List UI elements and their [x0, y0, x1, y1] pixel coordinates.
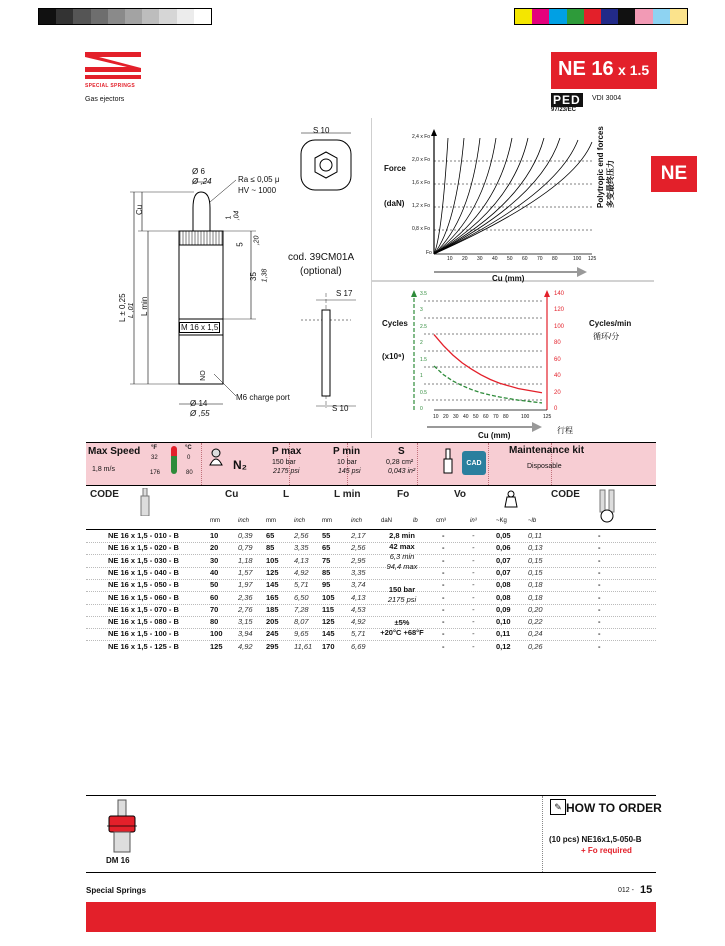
roughness-label: Ra ≤ 0,05 μ	[238, 175, 280, 184]
force-xtick: 20	[462, 256, 468, 262]
table-row	[86, 641, 656, 653]
temp-f-lo: 176	[150, 470, 161, 476]
table-row	[86, 555, 656, 568]
cell-c2: -	[598, 567, 601, 577]
cell-vo: -	[442, 543, 445, 553]
gas-label: N₂	[233, 458, 247, 472]
color-bar	[514, 8, 688, 25]
cell-lmin: 105	[322, 592, 335, 602]
table-row	[86, 567, 656, 580]
cell-lmin-in: 3,35	[351, 567, 366, 577]
cycle-chart-ylabel: Cycles	[382, 319, 408, 328]
force-xticks	[445, 256, 600, 264]
cell-lmin: 95	[322, 580, 331, 590]
cell-l: 105	[266, 555, 279, 565]
cycle-xtick: 10	[433, 414, 439, 420]
cell-cu: 125	[210, 641, 223, 651]
brand-logo-text: SPECIAL SPRINGS	[85, 83, 135, 89]
cell-lmin-in: 4,53	[351, 604, 366, 614]
cycle-ltick: 0	[420, 406, 423, 412]
cell-l: 145	[266, 580, 279, 590]
unit-mm: mm	[210, 518, 220, 524]
cycle-chart-xcn: 行程	[557, 426, 573, 435]
cycle-rtick: 80	[554, 340, 561, 346]
temp-c-hi: 0	[187, 455, 191, 461]
cycle-xtick: 40	[463, 414, 469, 420]
cell-cu: 20	[210, 543, 219, 553]
cell-lb: 0,24	[528, 629, 543, 639]
cell-code: NE 16 x 1,5 - 070 - B	[108, 604, 179, 614]
cycle-rtick: 120	[554, 307, 565, 313]
unit-mm: mm	[266, 518, 276, 524]
unit-mm: mm	[322, 518, 332, 524]
cell-c2: -	[598, 604, 601, 614]
ped-sub: 97/23/EC	[551, 107, 577, 113]
cell-l-in: 4,13	[294, 555, 309, 565]
cell-code: NE 16 x 1,5 - 010 - B	[108, 531, 179, 540]
order-required: + Fo required	[581, 846, 632, 855]
cell-lmin: 85	[322, 567, 331, 577]
force-ytick-3: 1,6 x Fo	[412, 180, 431, 186]
cell-c2: -	[598, 531, 601, 540]
fo-max: 42 max	[389, 542, 415, 551]
cycle-rtick: 60	[554, 357, 561, 363]
cell-vo-in: -	[472, 592, 475, 602]
cycle-ltick: 3.5	[420, 291, 427, 297]
force-chart-yunit: (daN)	[384, 199, 405, 208]
cell-lmin-in: 4,13	[351, 592, 366, 602]
page-title-suffix: x 1.5	[618, 62, 650, 78]
cycle-chart-yunit: (x10⁶)	[382, 352, 405, 361]
optional-label: (optional)	[300, 266, 342, 277]
max-speed-value: 1,8 m/s	[92, 466, 115, 473]
cell-cu: 60	[210, 592, 219, 602]
page-title-main: NE 16	[558, 58, 614, 80]
cell-vo: -	[442, 592, 445, 602]
brand-subtitle: Gas ejectors	[85, 96, 125, 103]
cycle-rtick: 20	[554, 390, 561, 396]
force-ytick-4: 1,2 x Fo	[412, 203, 431, 209]
cell-l-in: 3,35	[294, 543, 309, 553]
cell-lb: 0,15	[528, 555, 543, 565]
dim-phi6: Ø 6	[192, 167, 205, 176]
dim-138: 1,38	[261, 268, 269, 283]
cell-cu: 40	[210, 567, 219, 577]
dim-phi55: Ø ,55	[190, 409, 210, 418]
gray-scale-bar	[38, 8, 212, 25]
fo-pressure: 150 bar	[388, 585, 416, 594]
force-ytick-2: 2,0 x Fo	[412, 157, 431, 163]
temp-c-top: °C	[185, 445, 192, 451]
unit-inch: inch	[238, 518, 250, 524]
cycle-xtick: 125	[543, 414, 552, 420]
force-xtick: 30	[477, 256, 483, 262]
force-chart-xlabel: Cu (mm)	[492, 274, 525, 283]
cell-vo: -	[442, 555, 445, 565]
cell-lmin-in: 2,95	[351, 555, 366, 565]
cell-vo-in: -	[472, 543, 475, 553]
cell-vo-in: -	[472, 555, 475, 565]
force-xtick: 70	[537, 256, 543, 262]
fo-min-lb: 6,3 min	[389, 552, 415, 561]
cycle-xtick: 100	[521, 414, 530, 420]
force-ytick-6: Fo	[426, 250, 432, 256]
cell-code: NE 16 x 1,5 - 125 - B	[108, 641, 179, 651]
cycle-ltick: 2	[420, 340, 423, 346]
table-row	[86, 604, 656, 617]
footer-red-bar	[86, 902, 656, 932]
cell-vo-in: -	[472, 567, 475, 577]
dim-cu: Cu	[135, 204, 144, 215]
dim-1: 1	[225, 215, 233, 220]
cell-kg: 0,06	[496, 543, 511, 553]
cell-l: 295	[266, 641, 279, 651]
cycle-xtick: 30	[453, 414, 459, 420]
force-xtick: 100	[573, 256, 582, 262]
cell-kg: 0,10	[496, 617, 511, 627]
s-in: 0,043 in²	[388, 468, 416, 475]
cell-lmin: 65	[322, 543, 331, 553]
cell-vo-in: -	[472, 580, 475, 590]
pmax-label: P max	[272, 446, 302, 457]
weight-icon	[503, 490, 519, 508]
table-row	[86, 616, 656, 629]
cell-l: 125	[266, 567, 279, 577]
col-fo: Fo	[397, 489, 410, 500]
cell-l-in: 6,50	[294, 592, 309, 602]
cycle-ltick: 3	[420, 307, 423, 313]
cycle-ltick: 0.5	[420, 390, 427, 396]
force-chart-ylabel: Force	[384, 164, 406, 173]
cycle-right-label: Cycles/min	[589, 319, 632, 328]
force-xtick: 10	[447, 256, 453, 262]
cell-c2: -	[598, 617, 601, 627]
cell-kg: 0,08	[496, 592, 511, 602]
cell-lb: 0,18	[528, 592, 543, 602]
cell-lmin-in: 2,56	[351, 543, 366, 553]
cycle-rtick: 100	[554, 324, 565, 330]
cell-vo: -	[442, 580, 445, 590]
dim-lmin: L min	[140, 296, 149, 316]
cell-vo: -	[442, 617, 445, 627]
cell-kg: 0,08	[496, 580, 511, 590]
force-xtick: 50	[507, 256, 513, 262]
cell-cu-in: 4,92	[238, 641, 253, 651]
hardness-label: HV ~ 1000	[238, 186, 277, 195]
cycle-rtick: 0	[554, 406, 558, 412]
cell-lb: 0,18	[528, 580, 543, 590]
force-ytick-5: 0,8 x Fo	[412, 226, 431, 232]
cell-c2: -	[598, 543, 601, 553]
cell-cu-in: 2,76	[238, 604, 253, 614]
footer-brand: Special Springs	[86, 886, 147, 895]
cell-l-in: 5,71	[294, 580, 309, 590]
cell-kg: 0,05	[496, 531, 511, 540]
force-side-2: 多变最终压力	[606, 160, 615, 208]
cycle-rtick: 140	[554, 291, 565, 297]
order-title: HOW TO ORDER	[566, 801, 662, 815]
cell-vo-in: -	[472, 604, 475, 614]
cycle-left-ticks	[420, 291, 436, 416]
force-side-1: Polytropic end forces	[596, 126, 605, 208]
cad-icon	[462, 451, 486, 475]
unit-kg: ~Kg	[496, 518, 507, 524]
order-example: (10 pcs) NE16x1,5-050-B	[549, 835, 642, 844]
cell-l-in: 2,56	[294, 531, 309, 540]
max-speed-label: Max Speed	[88, 446, 141, 457]
pmin-bar: 10 bar	[337, 459, 357, 466]
cell-code: NE 16 x 1,5 - 030 - B	[108, 555, 179, 565]
cell-lmin-in: 5,71	[351, 629, 366, 639]
unit-inch: inch	[351, 518, 363, 524]
cycle-ltick: 1	[420, 373, 423, 379]
s-cm: 0,28 cm²	[386, 459, 414, 466]
on-mark: ON	[197, 370, 205, 381]
cell-lmin-in: 6,69	[351, 641, 366, 651]
cell-cu: 100	[210, 629, 223, 639]
cycle-right-cn: 循环/分	[593, 332, 620, 341]
cell-vo: -	[442, 604, 445, 614]
charge-port-label: M6 charge port	[236, 393, 290, 402]
table-row	[86, 579, 656, 592]
cell-cu: 70	[210, 604, 219, 614]
dim-04: ,04	[233, 210, 241, 221]
cell-l: 65	[266, 531, 275, 540]
cycle-xtick: 80	[503, 414, 509, 420]
dim-l-in: L ,01	[128, 302, 135, 318]
table-row	[86, 592, 656, 605]
table-row	[86, 628, 656, 641]
code-diagram-icon	[140, 488, 150, 516]
cell-kg: 0,11	[496, 629, 511, 639]
cell-l: 85	[266, 543, 275, 553]
cell-lmin-in: 2,17	[351, 531, 366, 540]
cell-vo: -	[442, 567, 445, 577]
cell-lmin: 55	[322, 531, 331, 540]
fo-pressure-psi: 2175 psi	[387, 595, 417, 604]
footer-page-small: 012 -	[618, 887, 634, 894]
cycle-xtick: 50	[473, 414, 479, 420]
cell-lmin: 115	[322, 604, 335, 614]
cycle-xtick: 70	[493, 414, 499, 420]
cod-label: cod. 39CM01A	[288, 252, 355, 263]
cell-c2: -	[598, 641, 601, 651]
side-tab-label: NE	[660, 163, 688, 184]
cell-c2: -	[598, 580, 601, 590]
s-label: S	[398, 446, 405, 457]
vdi-label: VDI 3004	[592, 95, 622, 102]
fo-notes	[373, 530, 431, 652]
cell-lmin: 145	[322, 629, 335, 639]
unit-lb: lb	[413, 518, 418, 524]
cell-c2: -	[598, 629, 601, 639]
dim-phi24: Ø ,24	[192, 177, 212, 186]
cycles-per-min-series-line	[434, 366, 542, 403]
cell-l: 185	[266, 604, 279, 614]
unit-row	[86, 518, 656, 528]
cell-lb: 0,15	[528, 567, 543, 577]
dm16-label: DM 16	[106, 856, 130, 865]
force-ytick-1: 2,4 x Fo	[412, 134, 431, 140]
thread-label: M 16 x 1,5	[181, 323, 219, 332]
cell-vo-in: -	[472, 531, 475, 540]
cell-l-in: 4,92	[294, 567, 309, 577]
cell-lmin: 75	[322, 555, 331, 565]
cycle-rtick: 40	[554, 373, 561, 379]
col-l: L	[283, 489, 290, 500]
thermometer-icon	[171, 446, 177, 474]
cell-kg: 0,07	[496, 555, 511, 565]
cell-code: NE 16 x 1,5 - 080 - B	[108, 617, 179, 627]
cell-vo: -	[442, 531, 445, 540]
footer-page-big: 15	[640, 884, 653, 896]
page-title	[558, 58, 649, 81]
col-vo: Vo	[454, 489, 467, 500]
dim-l-tol: L ± 0,25	[118, 293, 127, 322]
cell-cu-in: 0,39	[238, 531, 253, 540]
cell-cu-in: 3,94	[238, 629, 253, 639]
cell-l-in: 8,07	[294, 617, 309, 627]
force-xtick: 60	[522, 256, 528, 262]
temp-f-top: °F	[151, 445, 158, 451]
force-xtick: 40	[492, 256, 498, 262]
maintenance-kit-label: Maintenance kit	[509, 445, 585, 456]
cycle-ltick: 2.5	[420, 324, 427, 330]
fo-temperature: +20°C +68°F	[380, 628, 424, 637]
cell-l: 245	[266, 629, 279, 639]
cell-l-in: 7,28	[294, 604, 309, 614]
dim-s10-bottom: S 10	[332, 404, 349, 413]
cell-code: NE 16 x 1,5 - 020 - B	[108, 543, 179, 553]
cell-cu-in: 3,15	[238, 617, 253, 627]
pmin-label: P min	[333, 446, 361, 457]
dim-phi14: Ø 14	[190, 399, 208, 408]
cell-lmin: 170	[322, 641, 335, 651]
cell-vo-in: -	[472, 641, 475, 651]
cell-vo-in: -	[472, 629, 475, 639]
cycle-right-ticks	[554, 291, 574, 416]
cell-vo: -	[442, 641, 445, 651]
side-tab	[651, 156, 697, 192]
technical-drawing	[86, 118, 372, 438]
spring-icon	[440, 447, 456, 475]
cell-l: 165	[266, 592, 279, 602]
cell-cu: 80	[210, 617, 219, 627]
cell-code: NE 16 x 1,5 - 060 - B	[108, 592, 179, 602]
cell-cu-in: 1,57	[238, 567, 253, 577]
cell-cu: 10	[210, 531, 219, 540]
dim-5: 5	[235, 242, 245, 247]
cell-cu-in: 0,79	[238, 543, 253, 553]
table-row	[86, 542, 656, 555]
cell-code: NE 16 x 1,5 - 050 - B	[108, 580, 179, 590]
gas-cylinder-icon	[209, 447, 223, 467]
cycle-ltick: 1.5	[420, 357, 427, 363]
cell-l-in: 9,65	[294, 629, 309, 639]
unit-lbw: ~lb	[528, 518, 537, 524]
pmax-bar: 150 bar	[272, 459, 296, 466]
cad-label: CAD	[466, 459, 482, 467]
temp-c-lo: 80	[186, 470, 193, 476]
cell-lmin-in: 4,92	[351, 617, 366, 627]
dim-s17: S 17	[336, 289, 353, 298]
unit-dan: daN	[381, 518, 393, 524]
cell-lb: 0,22	[528, 617, 543, 627]
unit-in3: in³	[470, 518, 477, 524]
fo-max-lb: 94,4 max	[386, 562, 418, 571]
col-lmin: L min	[334, 489, 361, 500]
cell-lmin-in: 3,74	[351, 580, 366, 590]
unit-cm3: cm³	[436, 518, 446, 524]
cell-vo: -	[442, 629, 445, 639]
cell-kg: 0,12	[496, 641, 511, 651]
fo-min: 2,8 min	[389, 531, 415, 540]
cycle-chart-xlabel: Cu (mm)	[478, 431, 511, 440]
cell-vo-in: -	[472, 617, 475, 627]
force-chart-side-label	[596, 126, 616, 208]
dim-35: 35	[248, 272, 258, 281]
ped-badge	[551, 93, 583, 113]
pmin-psi: 145 psi	[338, 468, 361, 475]
cell-cu: 30	[210, 555, 219, 565]
cycle-xtick: 20	[443, 414, 449, 420]
order-icon: ✎	[550, 799, 566, 815]
force-xtick: 80	[552, 256, 558, 262]
cell-l: 205	[266, 617, 279, 627]
cell-cu: 50	[210, 580, 219, 590]
cycle-xticks	[433, 414, 558, 422]
cell-c2: -	[598, 592, 601, 602]
maintenance-kit-value: Disposable	[527, 463, 562, 470]
col-code2: CODE	[551, 489, 580, 500]
cell-lmin: 125	[322, 617, 335, 627]
cell-cu-in: 2,36	[238, 592, 253, 602]
cycle-xtick: 60	[483, 414, 489, 420]
cell-lb: 0,13	[528, 543, 543, 553]
unit-inch: inch	[294, 518, 306, 524]
cell-lb: 0,11	[528, 531, 543, 540]
cell-code: NE 16 x 1,5 - 040 - B	[108, 567, 179, 577]
cell-cu-in: 1,97	[238, 580, 253, 590]
table-row	[86, 530, 656, 543]
col-cu: Cu	[225, 489, 239, 500]
pmax-psi: 2175 psi	[273, 468, 300, 475]
cell-lb: 0,26	[528, 641, 543, 651]
cell-cu-in: 1,18	[238, 555, 253, 565]
fo-tolerance: ±5%	[394, 618, 410, 627]
force-xtick: 125	[588, 256, 597, 262]
cell-kg: 0,09	[496, 604, 511, 614]
temp-f-hi: 32	[151, 455, 158, 461]
dim-s10-top: S 10	[313, 126, 330, 135]
cell-l-in: 11,61	[294, 641, 313, 651]
dm16-diagram	[103, 798, 143, 856]
cell-code: NE 16 x 1,5 - 100 - B	[108, 629, 179, 639]
dim-20: ,20	[253, 235, 261, 246]
cell-kg: 0,07	[496, 567, 511, 577]
cell-lb: 0,20	[528, 604, 543, 614]
cell-c2: -	[598, 555, 601, 565]
ped-main: PED	[553, 93, 581, 107]
col-code: CODE	[90, 489, 119, 500]
